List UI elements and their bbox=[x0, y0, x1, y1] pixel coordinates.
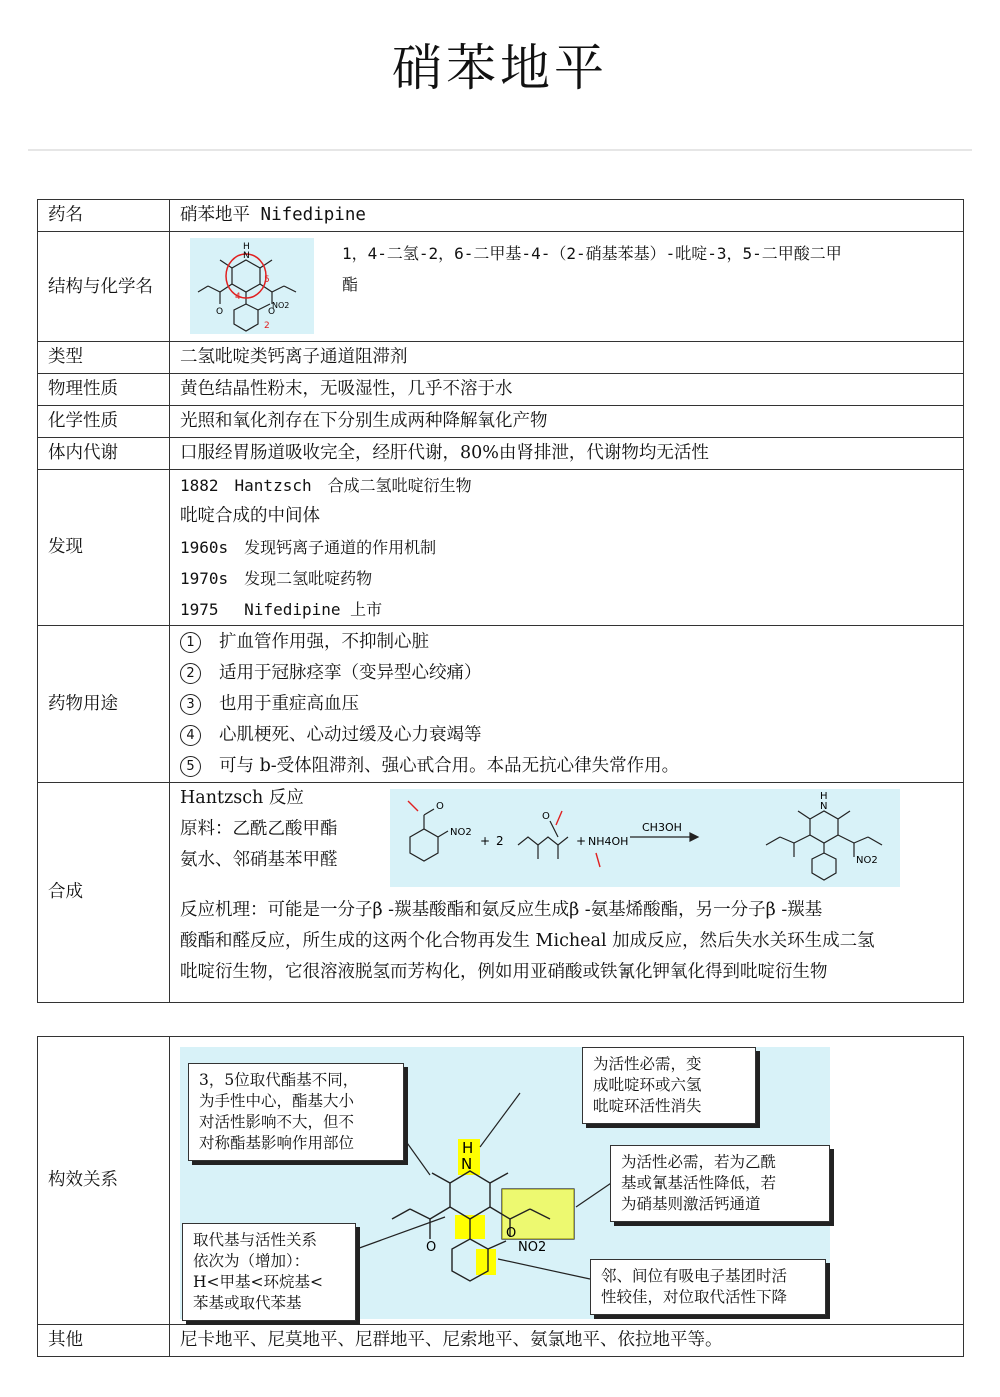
metabolism-value: 口服经胃肠道吸收完全，经肝代谢，80%由肾排泄，代谢物均无活性 bbox=[170, 438, 964, 470]
label-discovery: 发现 bbox=[38, 470, 170, 626]
row-type bbox=[38, 342, 964, 374]
scheme-solvent: CH3OH bbox=[642, 821, 682, 834]
use-item bbox=[180, 689, 963, 720]
row-physical bbox=[38, 374, 964, 406]
discovery-line: 吡啶合成的中间体 bbox=[180, 506, 320, 526]
chemical-name-line-1: 1，4-二氢-2，6-二甲基-4-（2-硝基苯基）-吡啶-3，5-二甲酸二甲 bbox=[342, 244, 842, 263]
sar-cell bbox=[170, 1037, 964, 1325]
row-name bbox=[38, 200, 964, 232]
sar-note-line: 性较佳，对位取代活性下降 bbox=[601, 1288, 788, 1306]
scheme-coef: 2 bbox=[496, 834, 504, 848]
sar-atom-o-left: O bbox=[426, 1240, 437, 1255]
synthesis-materials-2: 氨水、邻硝基苯甲醛 bbox=[180, 850, 338, 870]
struct-n-label: N bbox=[243, 251, 250, 261]
struct-o-label-right: O bbox=[268, 307, 276, 317]
mechanism-line-2: 酸酯和醛反应，所生成的这两个化合物再发生 Micheal 加成反应，然后失水关环生成二氢 bbox=[180, 931, 875, 951]
mechanism-line-3: 吡啶衍生物，它很溶液脱氢而芳构化，例如用亚硝酸或铁氰化钾氧化得到吡啶衍生物 bbox=[180, 962, 828, 982]
struct-pos2: 2 bbox=[264, 321, 270, 331]
sar-note-line: 为活性必需，若为乙酰 bbox=[621, 1153, 777, 1171]
scheme-aldehyde-o: O bbox=[436, 801, 444, 812]
sar-note-line: 对称酯基影响作用部位 bbox=[199, 1134, 355, 1152]
synthesis-materials-1: 原料：乙酰乙酸甲酯 bbox=[180, 819, 338, 839]
scheme-plus-2: + bbox=[576, 834, 587, 848]
use-text: 也用于重症高血压 bbox=[219, 693, 359, 714]
use-number: 4 bbox=[180, 725, 201, 746]
sar-atom-n: N bbox=[461, 1155, 473, 1173]
use-item bbox=[180, 627, 963, 658]
sar-atom-o-right: O bbox=[506, 1226, 517, 1241]
discovery-line: 1882 Hantzsch 合成二氢吡啶衍生物 bbox=[180, 476, 472, 495]
discovery-line: 1975 Nifedipine 上市 bbox=[180, 600, 383, 619]
sar-table bbox=[37, 1036, 964, 1357]
use-text: 心肌梗死、心动过缓及心力衰竭等 bbox=[219, 724, 482, 745]
sar-note-ester-required bbox=[610, 1145, 830, 1222]
use-number: 1 bbox=[180, 632, 201, 653]
use-number: 2 bbox=[180, 663, 201, 684]
structure-cell bbox=[170, 232, 964, 342]
label-sar: 构效关系 bbox=[38, 1037, 170, 1325]
nifedipine-structure-image bbox=[190, 238, 314, 334]
discovery-line: 1970s 发现二氢吡啶药物 bbox=[180, 569, 373, 588]
sar-note-line: 成吡啶环或六氢 bbox=[593, 1076, 702, 1094]
struct-pos5: 5 bbox=[264, 275, 270, 285]
scheme-product-n: N bbox=[820, 801, 828, 812]
struct-no2-label: NO2 bbox=[272, 301, 290, 310]
chemical-value: 光照和氧化剂存在下分别生成两种降解氧化产物 bbox=[170, 406, 964, 438]
label-structure: 结构与化学名 bbox=[38, 232, 170, 342]
drug-info-table bbox=[37, 199, 964, 1003]
synthesis-cell bbox=[170, 783, 964, 1003]
label-other: 其他 bbox=[38, 1325, 170, 1357]
sar-note-ortho-meta bbox=[590, 1259, 826, 1315]
drug-name-value: 硝苯地平 Nifedipine bbox=[170, 200, 964, 232]
label-physical: 物理性质 bbox=[38, 374, 170, 406]
other-value: 尼卡地平、尼莫地平、尼群地平、尼索地平、氨氯地平、依拉地平等。 bbox=[170, 1325, 964, 1357]
use-item bbox=[180, 720, 963, 751]
row-chemical bbox=[38, 406, 964, 438]
sar-note-line: 为硝基则激活钙通道 bbox=[621, 1195, 761, 1213]
chemical-name-line-2: 酯 bbox=[342, 275, 359, 294]
scheme-ammonia: NH4OH bbox=[588, 835, 629, 848]
page-title: 硝苯地平 bbox=[392, 39, 608, 97]
sar-note-line: H<甲基<环烷基< bbox=[193, 1273, 323, 1291]
row-sar bbox=[38, 1037, 964, 1325]
uses-list bbox=[170, 626, 964, 783]
sar-note-line: 苯基或取代苯基 bbox=[193, 1294, 302, 1312]
struct-pos4: 4 bbox=[235, 292, 241, 302]
discovery-list bbox=[170, 470, 964, 626]
sar-note-line: 取代基与活性关系 bbox=[193, 1231, 318, 1249]
sar-note-line: 对活性影响不大，但不 bbox=[199, 1113, 355, 1131]
label-type: 类型 bbox=[38, 342, 170, 374]
sar-note-dihydropyridine bbox=[582, 1047, 756, 1124]
sar-note-line: 3，5位取代酯基不同， bbox=[199, 1071, 359, 1089]
scheme-product-no2: NO2 bbox=[856, 855, 878, 866]
physical-value: 黄色结晶性粉末，无吸湿性，几乎不溶于水 bbox=[170, 374, 964, 406]
use-text: 扩血管作用强，不抑制心脏 bbox=[219, 631, 429, 652]
label-synthesis: 合成 bbox=[38, 783, 170, 1003]
scheme-product-h: H bbox=[820, 791, 828, 802]
synthesis-text bbox=[180, 783, 338, 876]
sar-note-line: 邻、间位有吸电子基团时活 bbox=[601, 1267, 788, 1285]
title-divider bbox=[28, 149, 972, 151]
label-uses: 药物用途 bbox=[38, 626, 170, 783]
row-structure bbox=[38, 232, 964, 342]
struct-o-label-left: O bbox=[216, 307, 224, 317]
sar-note-line: 依次为（增加）： bbox=[193, 1252, 310, 1270]
sar-note-line: 吡啶环活性消失 bbox=[593, 1097, 702, 1115]
use-item bbox=[180, 658, 963, 689]
synthesis-heading: Hantzsch 反应 bbox=[180, 788, 304, 808]
synthesis-scheme-image bbox=[390, 789, 900, 887]
sar-note-substituent bbox=[182, 1223, 356, 1321]
scheme-ketone-o: O bbox=[542, 811, 550, 822]
label-name: 药名 bbox=[38, 200, 170, 232]
synthesis-mechanism bbox=[180, 895, 875, 988]
sar-note-line: 为活性必需，变 bbox=[593, 1055, 702, 1073]
use-number: 3 bbox=[180, 694, 201, 715]
mechanism-line-1: 反应机理：可能是一分子β -羰基酸酯和氨反应生成β -氨基烯酸酯，另一分子β -羰基 bbox=[180, 900, 823, 920]
scheme-no2-reagent: NO2 bbox=[450, 827, 472, 838]
use-text: 可与 b-受体阻滞剂、强心甙合用。本品无抗心律失常作用。 bbox=[219, 755, 680, 776]
scheme-plus-1: + bbox=[480, 834, 491, 848]
discovery-line: 1960s 发现钙离子通道的作用机制 bbox=[180, 538, 437, 557]
row-uses bbox=[38, 626, 964, 783]
use-item bbox=[180, 751, 963, 782]
sar-atom-no2: NO2 bbox=[518, 1240, 547, 1255]
row-discovery bbox=[38, 470, 964, 626]
row-synthesis bbox=[38, 783, 964, 1003]
label-chemical: 化学性质 bbox=[38, 406, 170, 438]
use-text: 适用于冠脉痉挛（变异型心绞痛） bbox=[219, 662, 482, 683]
sar-note-line: 基或氰基活性降低，若 bbox=[621, 1174, 777, 1192]
row-other bbox=[38, 1325, 964, 1357]
label-metabolism: 体内代谢 bbox=[38, 438, 170, 470]
sar-atom-h: H bbox=[462, 1139, 474, 1157]
row-metabolism bbox=[38, 438, 964, 470]
type-value: 二氢吡啶类钙离子通道阻滞剂 bbox=[170, 342, 964, 374]
struct-h-label: H bbox=[243, 242, 250, 252]
use-number: 5 bbox=[180, 756, 201, 777]
sar-note-ester bbox=[188, 1063, 404, 1161]
chemical-name bbox=[342, 238, 842, 300]
sar-note-line: 为手性中心，酯基大小 bbox=[199, 1092, 355, 1110]
